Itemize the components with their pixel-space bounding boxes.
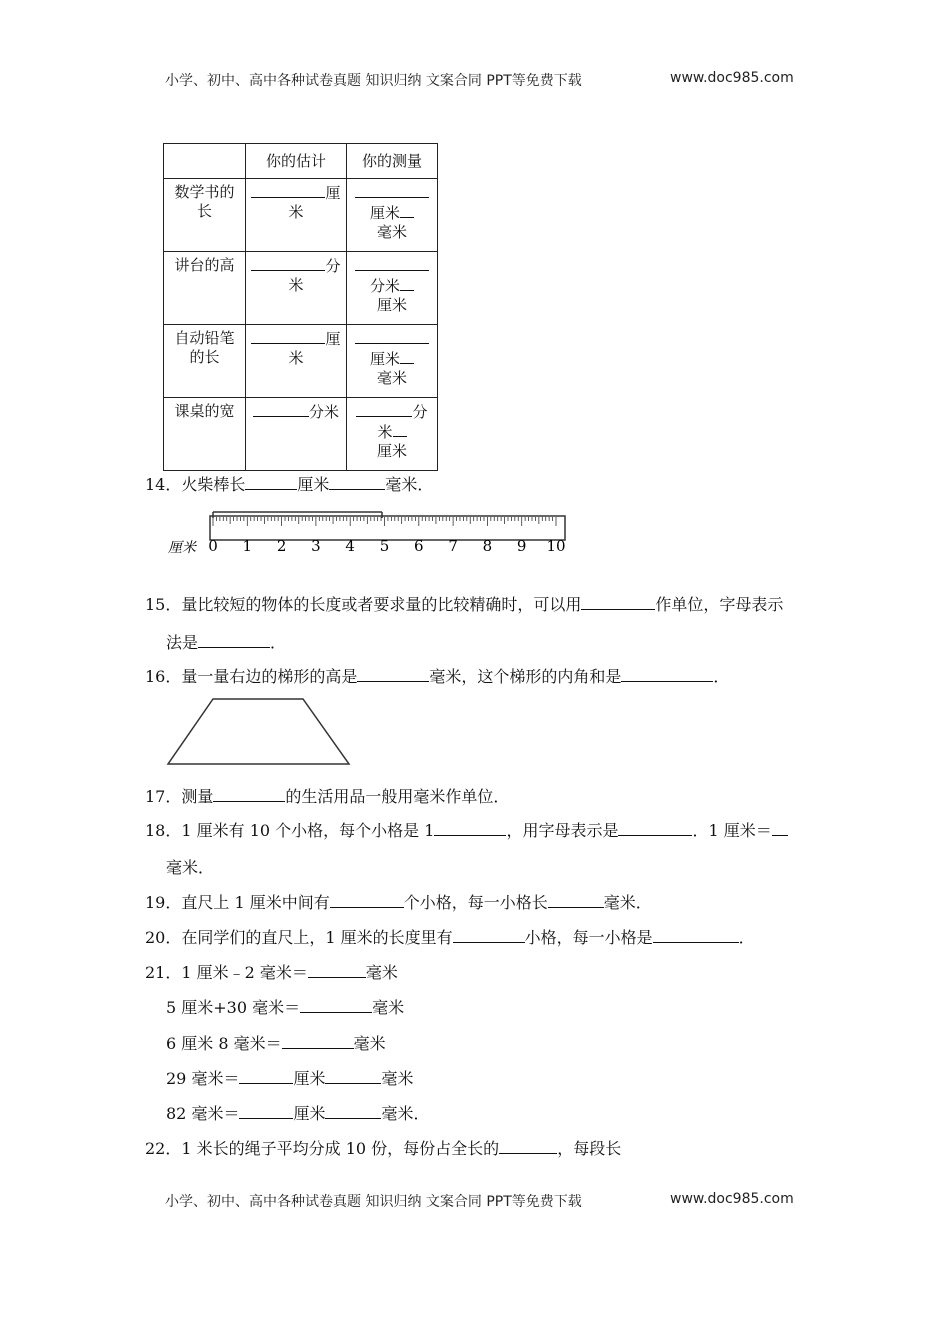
question-text: 毫米 <box>353 1034 386 1053</box>
header-text: 小学、初中、高中各种试卷真题 知识归纳 文案合同 PPT等免费下载 <box>165 73 582 89</box>
question-text: 1 米长的绳子平均分成 10 份，每份占全长的 <box>181 1139 500 1158</box>
ruler-tick-label: 7 <box>448 537 458 555</box>
answer-blank[interactable] <box>499 1137 557 1154</box>
question-number: 21． <box>145 963 182 982</box>
answer-blank[interactable] <box>325 1067 381 1084</box>
unit-text: 厘米 <box>288 330 341 367</box>
answer-blank[interactable] <box>308 961 366 978</box>
answer-blank[interactable] <box>198 631 270 648</box>
answer-blank[interactable] <box>653 926 739 943</box>
question-number: 20． <box>145 928 182 947</box>
question-number: 17． <box>145 787 182 806</box>
question-text: ，用字母表示是 <box>506 821 619 840</box>
question-15-cont <box>166 631 286 654</box>
answer-blank[interactable] <box>325 1102 381 1119</box>
question-text: 6 厘米 8 毫米＝ <box>166 1034 282 1053</box>
question-20 <box>145 926 755 949</box>
question-17 <box>145 785 509 808</box>
answer-blank[interactable] <box>300 996 372 1013</box>
answer-blank[interactable] <box>453 926 525 943</box>
table-item: 讲台的高 <box>164 252 246 325</box>
question-text: 作单位，字母表示 <box>655 595 784 614</box>
question-22 <box>145 1137 621 1160</box>
question-text: ． <box>738 928 755 947</box>
table-item: 课桌的宽 <box>164 398 246 471</box>
ruler-tick-label: 8 <box>482 537 493 555</box>
question-text: 测量 <box>181 787 214 806</box>
question-text: 毫米． <box>603 893 652 912</box>
question-text: 个小格，每一小格长 <box>403 893 548 912</box>
ruler-tick-label: 2 <box>276 537 287 555</box>
measure-cell <box>347 179 438 252</box>
trapezoid-shape <box>168 699 349 764</box>
question-text: 法是 <box>166 633 199 652</box>
question-text: 毫米 <box>365 963 398 982</box>
question-text: 直尺上 1 厘米中间有 <box>181 893 330 912</box>
question-18-cont <box>166 857 214 879</box>
unit-text: 厘米 <box>369 350 400 368</box>
measure-cell <box>347 398 438 471</box>
unit-text: 分米 <box>369 277 400 295</box>
unit-text: 毫米 <box>376 369 407 387</box>
question-number: 16． <box>145 667 182 686</box>
unit-text: 分米 <box>377 403 428 441</box>
unit-text: 厘米 <box>369 204 400 222</box>
question-text: 毫米． <box>385 475 434 494</box>
answer-blank[interactable] <box>329 473 385 490</box>
question-text: 火柴棒长 <box>181 475 246 494</box>
question-text: ．1 厘米＝ <box>692 821 772 840</box>
question-text: 5 厘米+30 毫米＝ <box>166 998 301 1017</box>
answer-blank[interactable] <box>434 819 506 836</box>
unit-text: 厘米 <box>288 184 341 221</box>
answer-blank[interactable] <box>239 1102 293 1119</box>
table-item: 自动铅笔的长 <box>164 325 246 398</box>
unit-text: 厘米 <box>376 296 407 314</box>
estimate-cell <box>246 252 347 325</box>
question-text: 毫米 <box>381 1069 414 1088</box>
answer-blank[interactable] <box>282 1032 354 1049</box>
question-number: 19． <box>145 893 182 912</box>
answer-blank[interactable] <box>245 473 297 490</box>
table-item: 数学书的长 <box>164 179 246 252</box>
unit-text: 分米 <box>308 403 339 421</box>
question-number: 22． <box>145 1139 182 1158</box>
table-header-cell: 你的估计 <box>246 144 347 179</box>
trapezoid-figure <box>165 695 355 767</box>
question-21-line-1 <box>145 961 398 984</box>
question-text: 量一量右边的梯形的高是 <box>181 667 358 686</box>
unit-text: 厘米 <box>376 442 407 460</box>
answer-blank[interactable] <box>548 891 604 908</box>
question-number: 18． <box>145 821 182 840</box>
question-number: 15． <box>145 595 182 614</box>
table-header-cell: 你的测量 <box>347 144 438 179</box>
question-text: 厘米 <box>297 475 330 494</box>
question-text: 厘米 <box>293 1104 326 1123</box>
answer-blank[interactable] <box>581 593 655 610</box>
table-row <box>164 325 438 398</box>
question-text: ． <box>270 633 287 652</box>
ruler-tick-label: 4 <box>345 537 355 555</box>
answer-blank[interactable] <box>357 665 429 682</box>
question-number: 14． <box>145 475 182 494</box>
table-header-row <box>164 144 438 179</box>
question-text: 小格，每一小格是 <box>524 928 653 947</box>
ruler-tick-label: 5 <box>379 537 390 555</box>
question-18 <box>145 819 788 842</box>
table-row <box>164 252 438 325</box>
question-text: 1 厘米有 10 个小格，每个小格是 1 <box>181 821 435 840</box>
question-text: 毫米 <box>372 998 405 1017</box>
estimate-cell <box>246 398 347 471</box>
answer-blank[interactable] <box>621 665 713 682</box>
question-text: 在同学们的直尺上，1 厘米的长度里有 <box>181 928 453 947</box>
question-text: 的生活用品一般用毫米作单位． <box>285 787 510 806</box>
answer-blank[interactable] <box>772 819 788 836</box>
ruler-tick-label: 0 <box>208 537 218 555</box>
ruler-figure <box>165 504 575 558</box>
question-text: 毫米． <box>166 858 215 877</box>
estimate-cell <box>246 325 347 398</box>
question-14 <box>145 473 433 496</box>
measure-cell <box>347 252 438 325</box>
question-text: ，每段长 <box>557 1139 622 1158</box>
table-row <box>164 398 438 471</box>
header-url: www.doc985.com <box>670 70 794 86</box>
question-text: 毫米． <box>381 1104 430 1123</box>
question-21-line-3 <box>166 1032 386 1055</box>
ruler-tick-label: 6 <box>414 537 424 555</box>
ruler-tick-label: 10 <box>546 537 566 555</box>
estimate-cell <box>246 179 347 252</box>
answer-blank[interactable] <box>330 891 404 908</box>
question-text: ． <box>713 667 730 686</box>
table-row <box>164 179 438 252</box>
ruler-tick-label: 1 <box>242 537 253 555</box>
question-21-line-5 <box>166 1102 429 1125</box>
ruler-ticks <box>213 517 556 526</box>
question-text: 1 厘米﹣2 毫米＝ <box>181 963 308 982</box>
question-text: 82 毫米＝ <box>166 1104 240 1123</box>
question-text: 29 毫米＝ <box>166 1069 240 1088</box>
unit-text: 毫米 <box>376 223 407 241</box>
footer-text: 小学、初中、高中各种试卷真题 知识归纳 文案合同 PPT等免费下载 <box>165 1194 582 1210</box>
ruler-unit-label: 厘米 <box>168 540 196 556</box>
question-text: 厘米 <box>293 1069 326 1088</box>
answer-blank[interactable] <box>239 1067 293 1084</box>
footer-url: www.doc985.com <box>670 1191 794 1207</box>
question-15 <box>145 593 783 616</box>
question-16 <box>145 665 729 688</box>
unit-text: 分米 <box>288 257 341 294</box>
question-text: 毫米，这个梯形的内角和是 <box>429 667 622 686</box>
ruler-tick-label: 3 <box>311 537 321 555</box>
table-header-cell <box>164 144 246 179</box>
estimate-table <box>163 143 438 471</box>
answer-blank[interactable] <box>213 785 285 802</box>
question-text: 量比较短的物体的长度或者要求量的比较精确时，可以用 <box>181 595 582 614</box>
answer-blank[interactable] <box>618 819 692 836</box>
question-21-line-2 <box>166 996 404 1019</box>
question-21-line-4 <box>166 1067 413 1090</box>
question-19 <box>145 891 652 914</box>
measure-cell <box>347 325 438 398</box>
ruler-tick-label: 9 <box>516 537 527 555</box>
